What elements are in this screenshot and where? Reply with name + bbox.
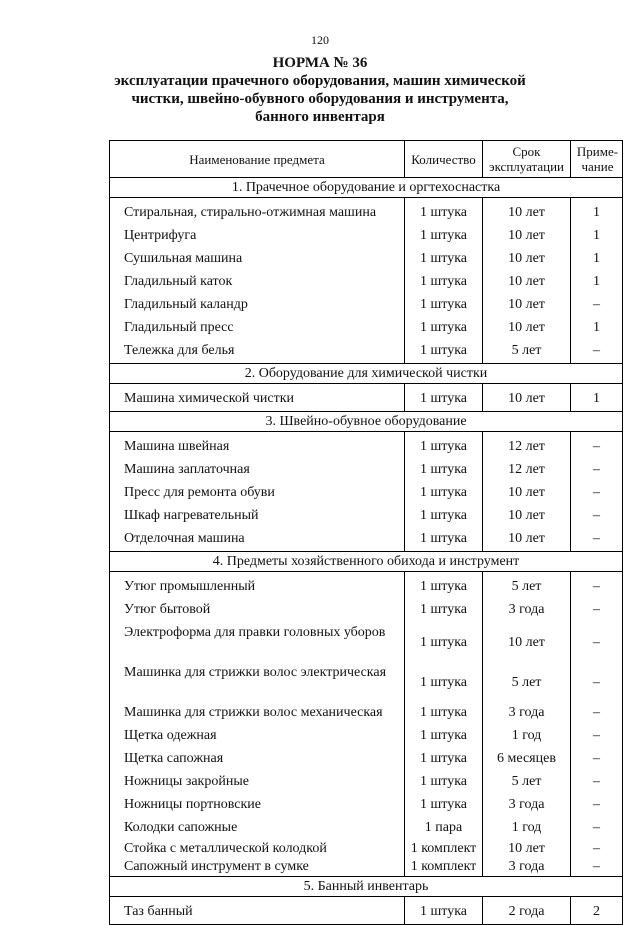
- cell-qty: 1 штука: [405, 662, 483, 702]
- cell-term: 3 года: [483, 858, 571, 877]
- cell-qty: 1 штука: [405, 725, 483, 748]
- table-row: [110, 725, 623, 748]
- cell-name: Стойка с металлической колодкой: [110, 840, 405, 858]
- section-title: 1. Прачечное оборудование и оргтехоснастка: [110, 178, 623, 198]
- cell-name: Тележка для белья: [110, 340, 405, 364]
- cell-qty: 1 штука: [405, 271, 483, 294]
- cell-note: –: [571, 294, 623, 317]
- cell-note: –: [571, 771, 623, 794]
- cell-note: –: [571, 340, 623, 364]
- section-header-row: [110, 178, 623, 198]
- cell-term: 10 лет: [483, 198, 571, 226]
- cell-qty: 1 штука: [405, 248, 483, 271]
- cell-term: 10 лет: [483, 482, 571, 505]
- cell-note: –: [571, 794, 623, 817]
- cell-qty: 1 штука: [405, 317, 483, 340]
- table-row: [110, 858, 623, 877]
- cell-term: 6 месяцев: [483, 748, 571, 771]
- cell-term: 10 лет: [483, 294, 571, 317]
- section-title: 5. Банный инвентарь: [110, 877, 623, 897]
- cell-name: Утюг промышленный: [110, 572, 405, 600]
- cell-qty: 1 штука: [405, 748, 483, 771]
- section-header-row: [110, 364, 623, 384]
- cell-note: 1: [571, 225, 623, 248]
- cell-term: 1 год: [483, 817, 571, 840]
- cell-qty: 1 штука: [405, 771, 483, 794]
- cell-name: Колодки сапожные: [110, 817, 405, 840]
- cell-name: Ножницы закройные: [110, 771, 405, 794]
- cell-name: Сапожный инструмент в сумке: [110, 858, 405, 877]
- cell-qty: 1 штука: [405, 198, 483, 226]
- cell-note: 1: [571, 198, 623, 226]
- cell-name: Стиральная, стирально-отжимная машина: [110, 198, 405, 226]
- cell-term: 5 лет: [483, 572, 571, 600]
- cell-qty: 1 штука: [405, 599, 483, 622]
- cell-qty: 1 штука: [405, 794, 483, 817]
- cell-note: –: [571, 662, 623, 702]
- cell-note: 1: [571, 384, 623, 412]
- title-line-4: банного инвентаря: [255, 109, 385, 125]
- cell-term: 10 лет: [483, 317, 571, 340]
- cell-note: –: [571, 482, 623, 505]
- table-row: [110, 271, 623, 294]
- cell-qty: 1 штука: [405, 505, 483, 528]
- table-header-row: [110, 141, 623, 178]
- cell-term: 5 лет: [483, 771, 571, 794]
- table-row: [110, 897, 623, 925]
- table-row: [110, 317, 623, 340]
- cell-name: Электроформа для правки головных уборов: [110, 622, 405, 662]
- cell-note: –: [571, 858, 623, 877]
- cell-note: 1: [571, 248, 623, 271]
- cell-name: Ножницы портновские: [110, 794, 405, 817]
- norms-table: [109, 140, 623, 925]
- title-line-2: эксплуатации прачечного оборудования, машин химической: [114, 73, 526, 89]
- cell-term: 10 лет: [483, 622, 571, 662]
- cell-name: Гладильный каландр: [110, 294, 405, 317]
- cell-name: Центрифуга: [110, 225, 405, 248]
- section-header-row: [110, 552, 623, 572]
- cell-note: 2: [571, 897, 623, 925]
- table-row: [110, 248, 623, 271]
- table-row: [110, 771, 623, 794]
- cell-name: Шкаф нагревательный: [110, 505, 405, 528]
- header-term: [483, 141, 571, 178]
- cell-qty: 1 штука: [405, 572, 483, 600]
- cell-term: 3 года: [483, 599, 571, 622]
- section-header-row: [110, 412, 623, 432]
- cell-term: 10 лет: [483, 840, 571, 858]
- cell-qty: 1 штука: [405, 432, 483, 460]
- cell-qty: 1 комплект: [405, 840, 483, 858]
- cell-qty: 1 пара: [405, 817, 483, 840]
- cell-term: 1 год: [483, 725, 571, 748]
- cell-term: 2 года: [483, 897, 571, 925]
- cell-name: Отделочная машина: [110, 528, 405, 552]
- table-row: [110, 528, 623, 552]
- page-number: 120: [311, 33, 329, 47]
- cell-qty: 1 комплект: [405, 858, 483, 877]
- cell-name: Машина швейная: [110, 432, 405, 460]
- cell-qty: 1 штука: [405, 340, 483, 364]
- cell-note: –: [571, 505, 623, 528]
- title-line-1: НОРМА № 36: [272, 55, 368, 71]
- cell-note: –: [571, 528, 623, 552]
- section-header-row: [110, 877, 623, 897]
- table-row: [110, 599, 623, 622]
- cell-name: Сушильная машина: [110, 248, 405, 271]
- table-row: [110, 294, 623, 317]
- cell-name: Щетка сапожная: [110, 748, 405, 771]
- table-row: [110, 817, 623, 840]
- cell-term: 10 лет: [483, 384, 571, 412]
- cell-note: –: [571, 817, 623, 840]
- document-title: [0, 54, 640, 126]
- header-note-line1: Приме-: [576, 144, 619, 159]
- table-row: [110, 662, 623, 702]
- cell-name: Утюг бытовой: [110, 599, 405, 622]
- cell-note: –: [571, 622, 623, 662]
- table-row: [110, 794, 623, 817]
- cell-name: Таз банный: [110, 897, 405, 925]
- cell-name: Гладильный каток: [110, 271, 405, 294]
- cell-qty: 1 штука: [405, 528, 483, 552]
- table-row: [110, 482, 623, 505]
- cell-name: Щетка одежная: [110, 725, 405, 748]
- cell-name: Гладильный пресс: [110, 317, 405, 340]
- section-title: 4. Предметы хозяйственного обихода и инструмент: [110, 552, 623, 572]
- cell-term: 3 года: [483, 794, 571, 817]
- cell-term: 10 лет: [483, 505, 571, 528]
- cell-term: 10 лет: [483, 248, 571, 271]
- header-term-line2: эксплуатации: [488, 159, 565, 174]
- cell-note: 1: [571, 317, 623, 340]
- cell-note: –: [571, 432, 623, 460]
- title-line-3: чистки, швейно-обувного оборудования и инструмента,: [131, 91, 509, 107]
- table-row: [110, 340, 623, 364]
- header-qty: Количество: [405, 141, 483, 178]
- cell-name: Машина заплаточная: [110, 459, 405, 482]
- table-row: [110, 840, 623, 858]
- table-row: [110, 748, 623, 771]
- table-row: [110, 459, 623, 482]
- table-body: [110, 178, 623, 925]
- section-title: 2. Оборудование для химической чистки: [110, 364, 623, 384]
- cell-term: 10 лет: [483, 225, 571, 248]
- cell-note: –: [571, 599, 623, 622]
- cell-qty: 1 штука: [405, 702, 483, 725]
- cell-note: 1: [571, 271, 623, 294]
- table-row: [110, 572, 623, 600]
- cell-name: Машинка для стрижки волос механическая: [110, 702, 405, 725]
- table-row: [110, 622, 623, 662]
- cell-qty: 1 штука: [405, 225, 483, 248]
- table-row: [110, 198, 623, 226]
- header-note-line2: чание: [581, 159, 614, 174]
- cell-qty: 1 штука: [405, 897, 483, 925]
- cell-note: –: [571, 702, 623, 725]
- table-row: [110, 702, 623, 725]
- header-name: Наименование предмета: [110, 141, 405, 178]
- cell-term: 12 лет: [483, 459, 571, 482]
- table-row: [110, 225, 623, 248]
- cell-name: Пресс для ремонта обуви: [110, 482, 405, 505]
- cell-term: 10 лет: [483, 271, 571, 294]
- cell-term: 12 лет: [483, 432, 571, 460]
- table-row: [110, 505, 623, 528]
- cell-term: 10 лет: [483, 528, 571, 552]
- cell-name: Машина химической чистки: [110, 384, 405, 412]
- cell-note: –: [571, 572, 623, 600]
- cell-name: Машинка для стрижки волос электрическая: [110, 662, 405, 702]
- header-note: [571, 141, 623, 178]
- cell-note: –: [571, 725, 623, 748]
- table-row: [110, 384, 623, 412]
- cell-note: –: [571, 748, 623, 771]
- cell-qty: 1 штука: [405, 459, 483, 482]
- cell-note: –: [571, 840, 623, 858]
- section-title: 3. Швейно-обувное оборудование: [110, 412, 623, 432]
- cell-qty: 1 штука: [405, 482, 483, 505]
- cell-term: 5 лет: [483, 340, 571, 364]
- cell-term: 3 года: [483, 702, 571, 725]
- cell-qty: 1 штука: [405, 384, 483, 412]
- header-term-line1: Срок: [512, 144, 541, 159]
- cell-note: –: [571, 459, 623, 482]
- cell-term: 5 лет: [483, 662, 571, 702]
- cell-qty: 1 штука: [405, 294, 483, 317]
- table-row: [110, 432, 623, 460]
- cell-qty: 1 штука: [405, 622, 483, 662]
